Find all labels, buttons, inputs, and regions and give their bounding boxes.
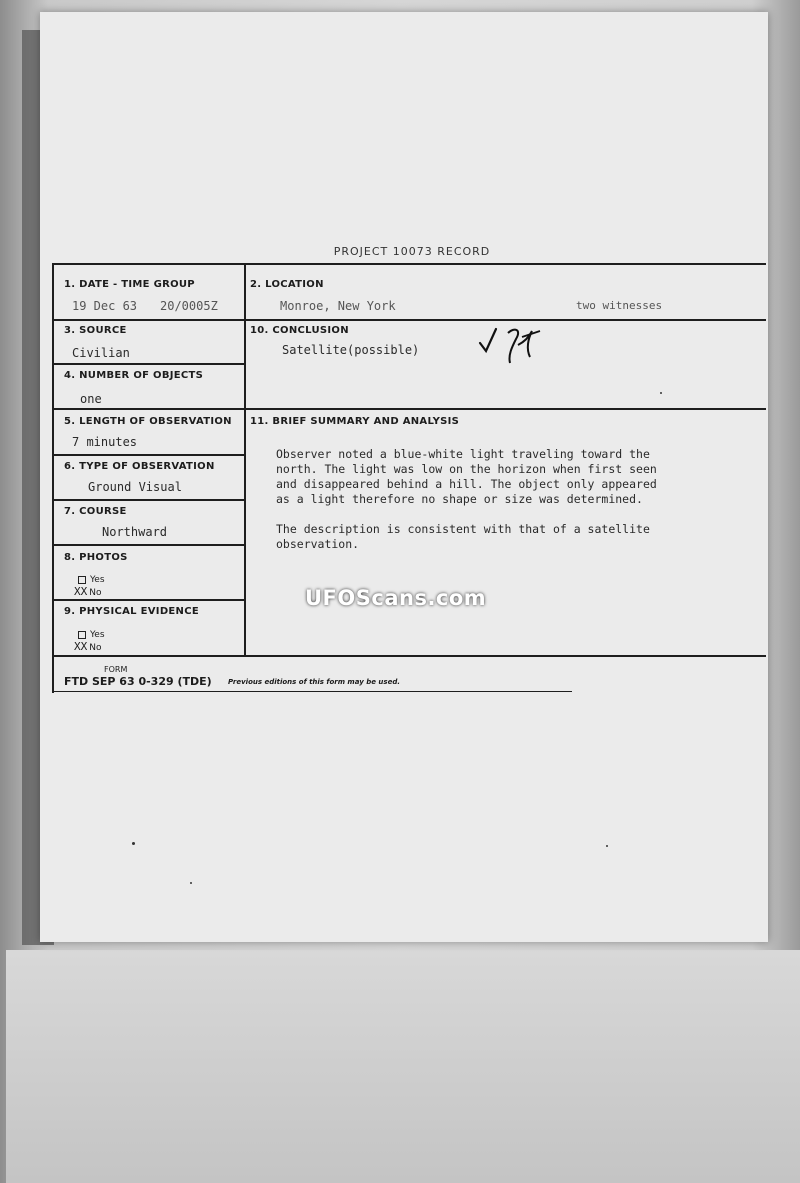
conclusion-label: 10. CONCLUSION	[250, 325, 349, 336]
course-value: Northward	[102, 525, 168, 539]
rule-middle	[244, 263, 246, 655]
rule-course	[52, 544, 246, 546]
evidence-yes-option: Yes	[78, 630, 105, 640]
speck	[660, 392, 662, 394]
type-label: 6. TYPE OF OBSERVATION	[64, 461, 215, 472]
form-id: FTD SEP 63 0-329 (TDE)	[64, 675, 212, 688]
objects-value: one	[80, 392, 102, 406]
summary-label: 11. BRIEF SUMMARY AND ANALYSIS	[250, 416, 460, 427]
rule-left	[52, 263, 54, 693]
photos-yes-option: Yes	[78, 575, 105, 585]
date-label: 1. DATE - TIME GROUP	[64, 279, 195, 290]
rule-bottom	[52, 655, 766, 657]
conclusion-value: Satellite(possible)	[282, 343, 420, 357]
type-value: Ground Visual	[88, 480, 182, 494]
lower-sheet	[6, 950, 800, 1183]
length-value: 7 minutes	[72, 435, 138, 449]
rule-row1	[52, 319, 766, 321]
photos-label: 8. PHOTOS	[64, 552, 128, 563]
form-note: Previous editions of this form may be used.	[228, 678, 400, 686]
form-word: FORM	[104, 665, 128, 674]
watermark: UFOScans.com	[305, 586, 487, 610]
rule-photos	[52, 599, 246, 601]
source-label: 3. SOURCE	[64, 325, 127, 336]
speck	[606, 845, 608, 847]
handwritten-initials	[478, 321, 578, 369]
document-page	[40, 12, 768, 942]
rule-footer	[52, 691, 572, 692]
rule-type	[52, 499, 246, 501]
rule-length	[52, 454, 246, 456]
summary-paragraph-2: The description is consistent with that of a satellite observation.	[276, 522, 650, 551]
summary-paragraph-1: Observer noted a blue-white light traveling toward the north. The light was low on the horizon when first seen and disappeared behind a hill. The object only appeared as a light therefore no shape or size was determined.	[276, 447, 657, 506]
rule-top	[52, 263, 766, 265]
checkbox-icon	[78, 576, 86, 584]
course-label: 7. COURSE	[64, 506, 127, 517]
source-value: Civilian	[72, 346, 130, 360]
witnesses-value: two witnesses	[576, 299, 663, 312]
photos-no-option: XX No	[74, 585, 102, 598]
location-label: 2. LOCATION	[250, 279, 324, 290]
evidence-label: 9. PHYSICAL EVIDENCE	[64, 606, 199, 617]
time-value: 20/0005Z	[160, 299, 218, 313]
objects-label: 4. NUMBER OF OBJECTS	[64, 370, 204, 381]
rule-source	[52, 363, 246, 365]
form-title: PROJECT 10073 RECORD	[333, 245, 491, 258]
speck	[132, 842, 135, 845]
checkbox-icon	[78, 631, 86, 639]
evidence-no-option: XX No	[74, 640, 102, 653]
date-value: 19 Dec 63	[72, 299, 138, 313]
location-value: Monroe, New York	[280, 299, 396, 313]
speck	[190, 882, 192, 884]
length-label: 5. LENGTH OF OBSERVATION	[64, 416, 232, 427]
rule-row3	[52, 408, 766, 410]
